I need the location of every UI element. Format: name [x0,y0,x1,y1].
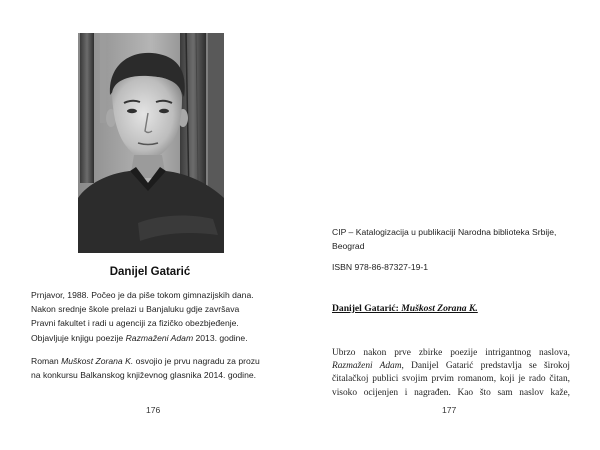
bio-line [31,354,276,368]
cip-line: Beograd [332,241,365,252]
review-body [332,347,570,400]
book-title-italic: Razmaženi Adam [332,361,402,372]
bio-text: osvojio je prvu nagradu za prozu [133,356,260,366]
isbn-number: ISBN 978-86-87327-19-1 [332,262,429,272]
review-line: čitalačkoj publici svojim prvim romanom, koji je rado čitan, [332,374,570,385]
bio-line: Prnjavor, 1988. Počeo je da piše tokom gimnazijskih dana. [31,290,254,300]
book-title-italic: Razmaženi Adam [125,332,194,343]
review-heading-author: Danijel Gatarić: [332,303,402,314]
author-bio-paragraph-2 [31,354,276,382]
author-name: Danijel Gatarić [109,266,191,278]
bio-line: na konkursu Balkanskog književnog glasnika 2014. godine. [31,370,257,381]
page-number-right: 177 [442,405,457,415]
review-line: visoko ocijenjen i nagrađen. Kao što sam naslov kaže, [332,387,570,398]
bio-text: Roman [31,356,62,366]
author-photo [78,33,224,253]
novel-title-italic: Muškost Zorana K. [61,356,134,366]
page-number-left: 176 [146,405,161,415]
review-heading-title: Muškost Zorana K. [401,303,478,314]
bio-text: Objavljuje knjigu poezije [31,332,126,343]
bio-text: 2013. godine. [193,332,248,343]
author-bio-paragraph-1 [31,288,276,345]
cip-record [332,225,577,254]
review-line: Ubrzo nakon prve zbirke poezije intrigantnog naslova, [332,348,570,358]
right-page [300,0,600,450]
cip-line: CIP – Katalogizacija u publikaciji Narodna biblioteka Srbije, [332,227,557,237]
bio-line [31,331,276,345]
bio-line: Pravni fakultet i radi u agenciji za fizičko obezbjeđenje. [31,318,239,329]
review-text: , Danijel Gatarić predstavlja se širokoj [401,361,570,372]
review-heading [332,303,478,314]
bio-line: Nakon srednje škole prelazi u Banjaluku gdje završava [31,304,240,315]
review-line [332,360,570,373]
